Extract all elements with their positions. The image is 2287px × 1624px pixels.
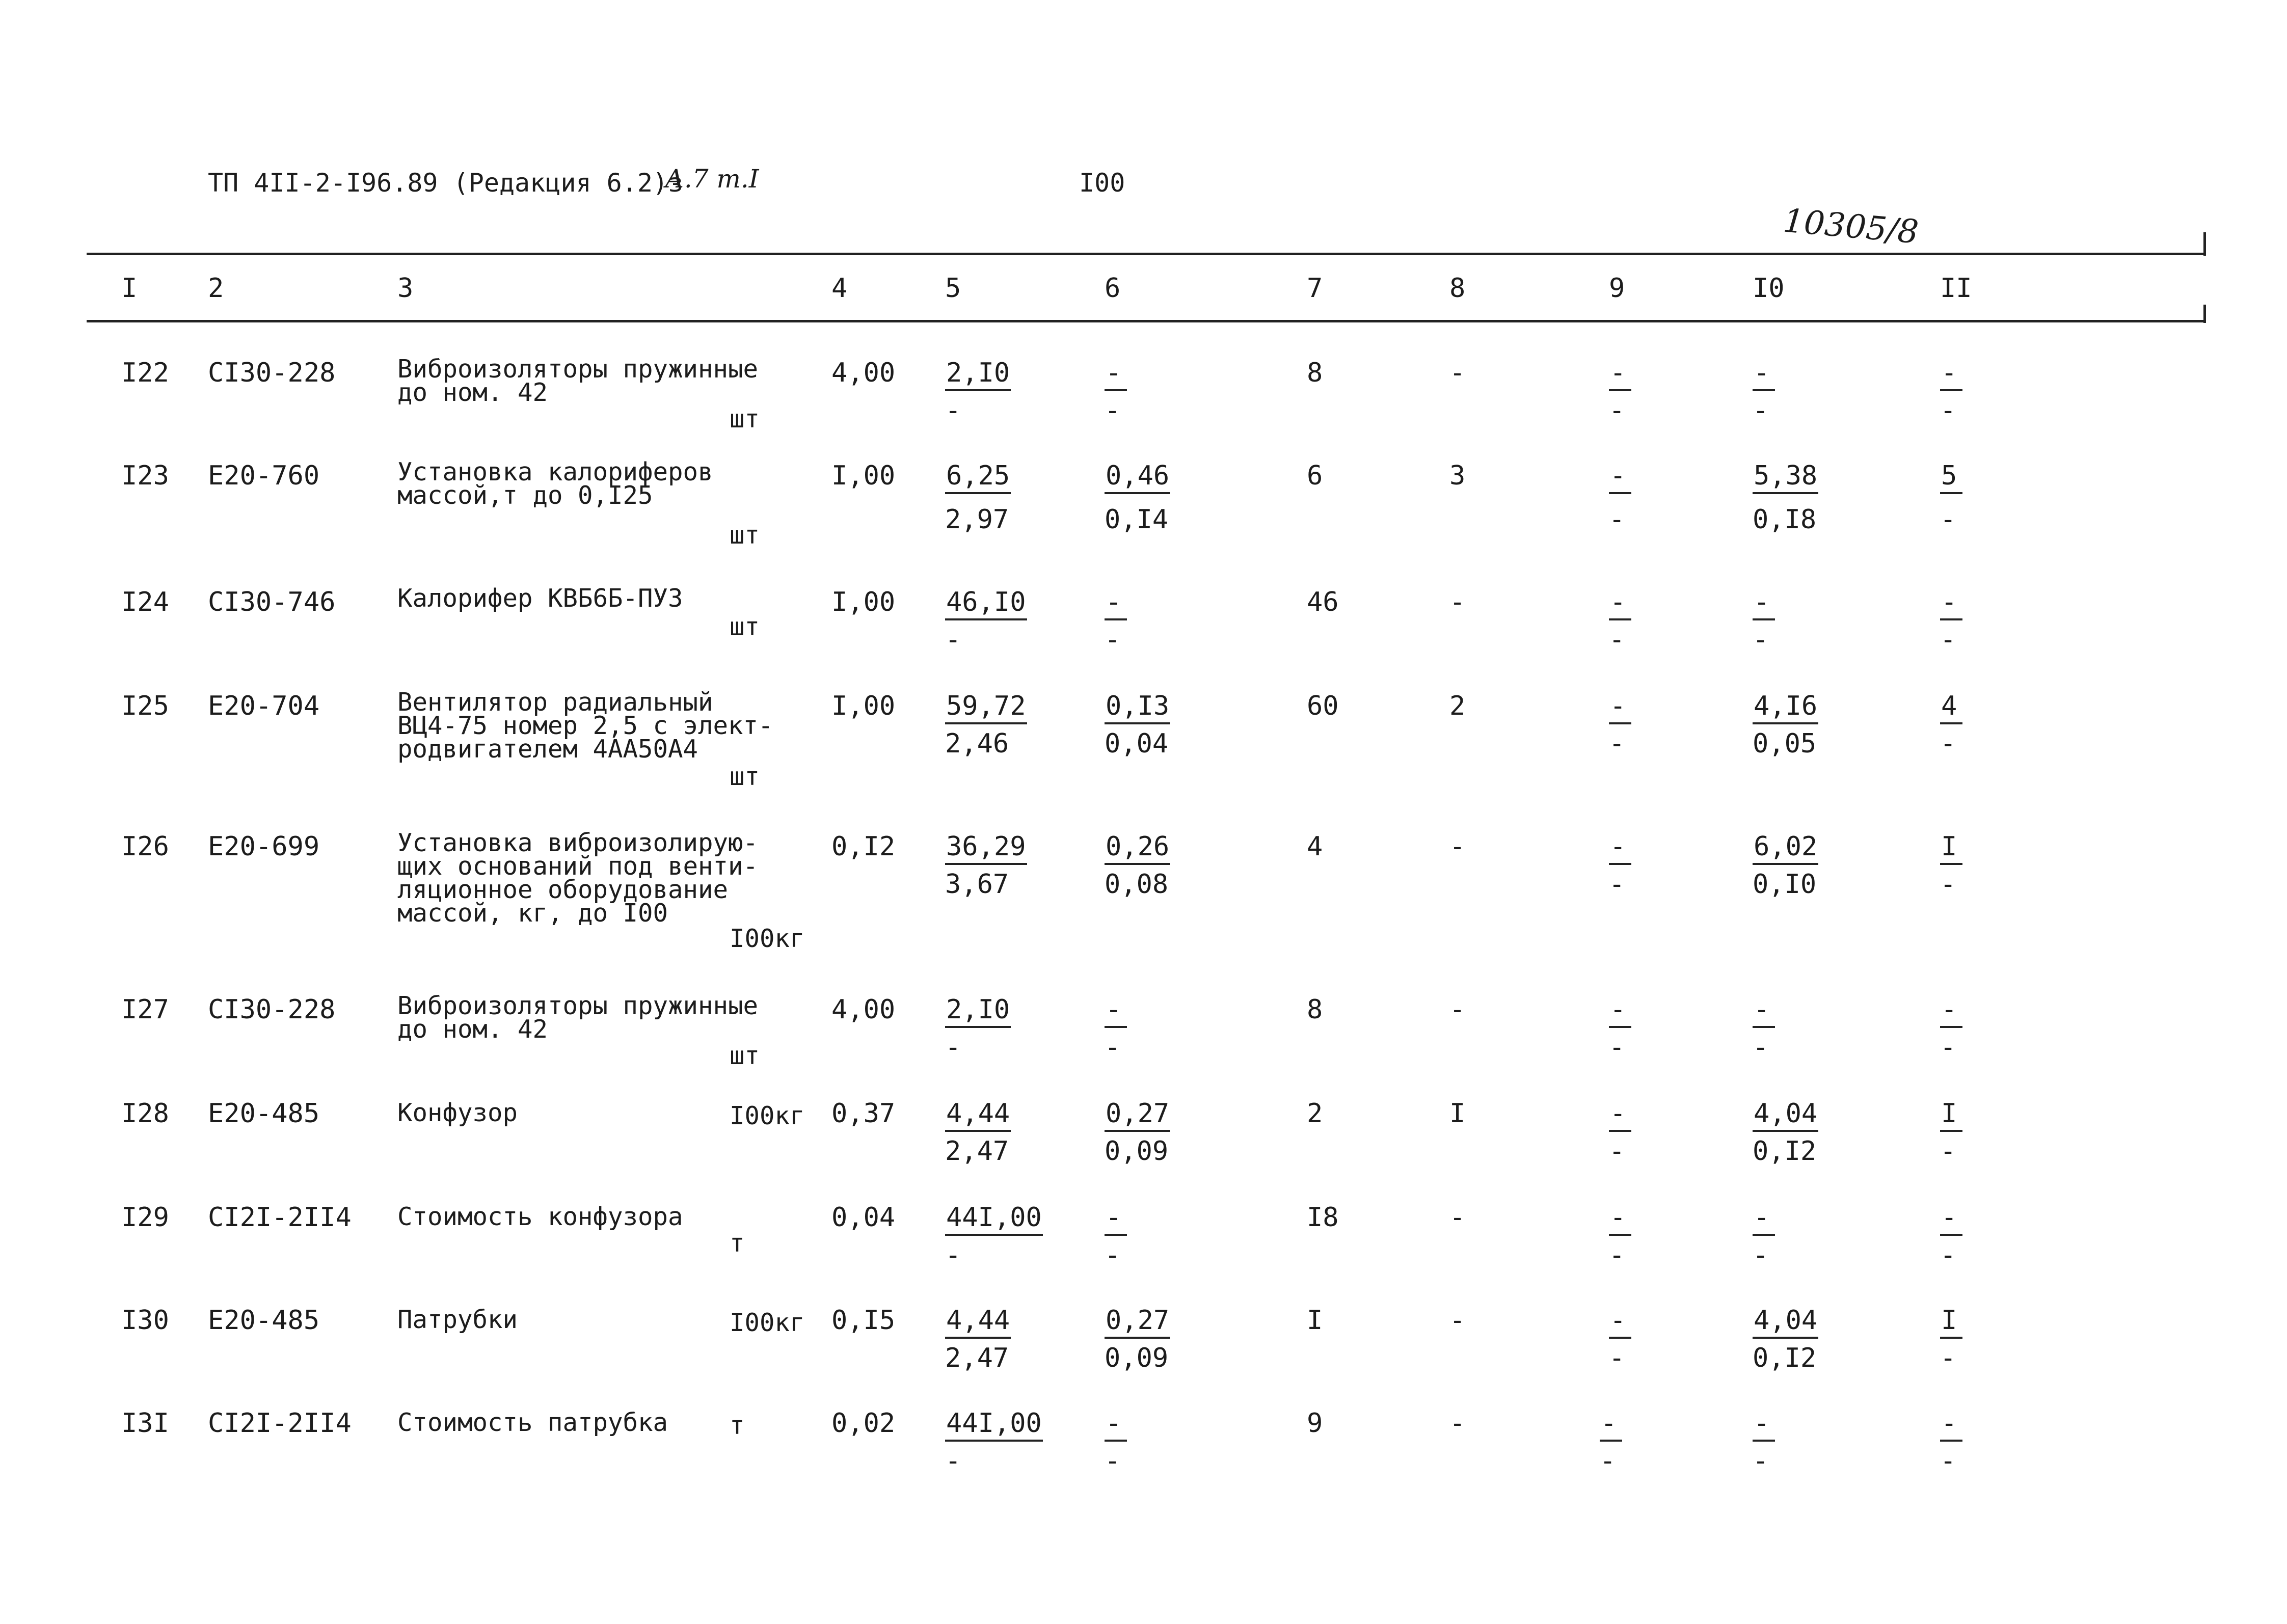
column-number-5: 5	[945, 273, 961, 304]
column-9-value: - -	[1609, 358, 1631, 426]
column-7-value: I8	[1307, 1202, 1339, 1233]
column-10-value: $\frac{4,04}{0,I2}$	[1753, 1098, 1818, 1167]
document-code: ТП 4II-2-I96.89 (Редакция 6.2)з	[208, 168, 684, 198]
column-5-value: 46,I0 -	[945, 587, 1026, 655]
column-number-9: 9	[1609, 273, 1625, 304]
row-number: I27	[121, 994, 169, 1025]
column-8-value: -	[1449, 587, 1466, 617]
column-11-value: I -	[1940, 831, 1962, 900]
column-6-value: - -	[1105, 1202, 1127, 1270]
column-10-value: - -	[1753, 1408, 1775, 1476]
unit-of-measure: шт	[730, 1041, 760, 1070]
column-10-value: $\frac{4,I6}{0,05}$	[1753, 691, 1818, 759]
column-11-value: - -	[1940, 994, 1962, 1063]
quantity: 0,02	[831, 1408, 896, 1439]
column-5-value: $\frac{6,25}{2,97}$	[945, 461, 1010, 535]
table-top-tick	[2203, 232, 2206, 256]
column-7-value: 2	[1307, 1098, 1323, 1129]
row-number: I22	[121, 358, 169, 388]
column-number-10: I0	[1753, 273, 1785, 304]
column-5-value: 44I,00 -	[945, 1202, 1042, 1270]
column-6-value: $\frac{0,27}{0,09}$	[1105, 1305, 1170, 1373]
column-number-8: 8	[1449, 273, 1466, 304]
work-description: Стоимость патрубка	[397, 1408, 668, 1437]
column-8-value: -	[1449, 1305, 1466, 1336]
price-code: CI30-746	[208, 587, 336, 617]
column-8-value: 3	[1449, 461, 1466, 491]
quantity: 4,00	[831, 358, 896, 388]
column-9-value: - -	[1609, 1305, 1631, 1373]
quantity: 0,I5	[831, 1305, 896, 1336]
column-number-1: I	[121, 273, 138, 304]
column-10-value: - -	[1753, 994, 1775, 1063]
column-10-value: - -	[1753, 1202, 1775, 1270]
column-7-value: 8	[1307, 358, 1323, 388]
row-number: I3I	[121, 1408, 169, 1439]
column-9-value: - -	[1609, 831, 1631, 900]
column-7-value: 60	[1307, 691, 1339, 721]
work-description: Калорифер КВБ6Б-ПУЗ	[397, 584, 683, 613]
unit-of-measure: т	[730, 1411, 745, 1440]
column-9-value: - -	[1600, 1408, 1622, 1476]
row-number: I28	[121, 1098, 169, 1129]
column-number-7: 7	[1307, 273, 1323, 304]
column-5-value: $\frac{59,72}{2,46}$	[945, 691, 1026, 759]
quantity: I,00	[831, 691, 896, 721]
column-9-value: - -	[1609, 461, 1631, 535]
unit-of-measure: I00кг	[730, 1308, 805, 1337]
work-description: Установка калориферов массой,т до 0,I25	[397, 457, 713, 510]
column-7-value: 9	[1307, 1408, 1323, 1439]
column-7-value: 4	[1307, 831, 1323, 862]
column-5-value: 2,I0 -	[945, 994, 1010, 1063]
column-11-value: - -	[1940, 358, 1962, 426]
column-9-value: - -	[1609, 587, 1631, 655]
column-number-4: 4	[831, 273, 848, 304]
unit-of-measure: т	[730, 1229, 745, 1258]
column-number-2: 2	[208, 273, 224, 304]
table-top-rule	[87, 253, 2206, 255]
work-description: Стоимость конфузора	[397, 1202, 683, 1231]
column-11-value: - -	[1940, 1202, 1962, 1270]
work-description: Виброизоляторы пружинные до ном. 42	[397, 355, 759, 407]
column-6-value: $\frac{0,46}{0,I4}$	[1105, 461, 1170, 535]
column-8-value: -	[1449, 1408, 1466, 1439]
quantity: 0,04	[831, 1202, 896, 1233]
album-reference: А.7 т.I	[665, 164, 759, 194]
column-11-value: - -	[1940, 1408, 1962, 1476]
table-header-tick	[2203, 305, 2206, 323]
column-8-value: -	[1449, 831, 1466, 862]
price-code: E20-485	[208, 1305, 320, 1336]
column-5-value: 44I,00 -	[945, 1408, 1042, 1476]
work-description: Установка виброизолирую- щих оснований под венти- ляционное оборудование массой, кг, до I00	[397, 828, 759, 928]
work-description: Виброизоляторы пружинные до ном. 42	[397, 991, 759, 1044]
quantity: 0,I2	[831, 831, 896, 862]
column-6-value: - -	[1105, 358, 1127, 426]
column-10-value: $\frac{6,02}{0,I0}$	[1753, 831, 1818, 900]
column-11-value: I -	[1940, 1098, 1962, 1167]
unit-of-measure: шт	[730, 762, 760, 791]
quantity: 4,00	[831, 994, 896, 1025]
row-number: I24	[121, 587, 169, 617]
quantity: I,00	[831, 461, 896, 491]
column-7-value: 46	[1307, 587, 1339, 617]
column-8-value: -	[1449, 1202, 1466, 1233]
column-6-value: $\frac{0,26}{0,08}$	[1105, 831, 1170, 900]
column-6-value: - -	[1105, 994, 1127, 1063]
column-5-value: $\frac{4,44}{2,47}$	[945, 1098, 1010, 1167]
column-6-value: - -	[1105, 587, 1127, 655]
column-11-value: 5 -	[1940, 461, 1962, 535]
column-6-value: $\frac{0,27}{0,09}$	[1105, 1098, 1170, 1167]
price-code: E20-704	[208, 691, 320, 721]
quantity: I,00	[831, 587, 896, 617]
sheet-stamp: 10305/8	[1782, 202, 1920, 252]
column-8-value: I	[1449, 1098, 1466, 1129]
column-6-value: - -	[1105, 1408, 1127, 1476]
column-7-value: 8	[1307, 994, 1323, 1025]
work-description: Конфузор	[397, 1098, 518, 1127]
column-9-value: - -	[1609, 994, 1631, 1063]
row-number: I26	[121, 831, 169, 862]
page-number: I00	[1079, 168, 1125, 198]
column-7-value: I	[1307, 1305, 1323, 1336]
column-9-value: - -	[1609, 1202, 1631, 1270]
column-9-value: - -	[1609, 1098, 1631, 1167]
price-code: E20-699	[208, 831, 320, 862]
column-8-value: -	[1449, 358, 1466, 388]
price-code: E20-485	[208, 1098, 320, 1129]
table-header-rule	[87, 320, 2206, 322]
unit-of-measure: шт	[730, 404, 760, 434]
column-7-value: 6	[1307, 461, 1323, 491]
row-number: I29	[121, 1202, 169, 1233]
column-5-value: 2,I0 -	[945, 358, 1010, 426]
price-code: CI30-228	[208, 358, 336, 388]
column-10-value: - -	[1753, 587, 1775, 655]
column-9-value: - -	[1609, 691, 1631, 759]
column-10-value: $\frac{4,04}{0,I2}$	[1753, 1305, 1818, 1373]
column-5-value: $\frac{36,29}{3,67}$	[945, 831, 1026, 900]
unit-of-measure: I00кг	[730, 924, 805, 953]
column-11-value: I -	[1940, 1305, 1962, 1373]
row-number: I23	[121, 461, 169, 491]
column-10-value: $\frac{5,38}{0,I8}$	[1753, 461, 1818, 535]
price-code: CI2I-2II4	[208, 1408, 352, 1439]
unit-of-measure: шт	[730, 521, 760, 550]
work-description: Вентилятор радиальный ВЦ4-75 номер 2,5 с элект- родвигателем 4АА50А4	[397, 688, 773, 764]
column-11-value: - -	[1940, 587, 1962, 655]
column-8-value: -	[1449, 994, 1466, 1025]
column-5-value: $\frac{4,44}{2,47}$	[945, 1305, 1010, 1373]
unit-of-measure: I00кг	[730, 1101, 805, 1130]
column-number-11: II	[1940, 273, 1972, 304]
column-11-value: 4 -	[1940, 691, 1962, 759]
price-code: E20-760	[208, 461, 320, 491]
row-number: I25	[121, 691, 169, 721]
column-8-value: 2	[1449, 691, 1466, 721]
column-6-value: $\frac{0,I3}{0,04}$	[1105, 691, 1170, 759]
unit-of-measure: шт	[730, 612, 760, 641]
column-10-value: - -	[1753, 358, 1775, 426]
row-number: I30	[121, 1305, 169, 1336]
quantity: 0,37	[831, 1098, 896, 1129]
price-code: CI30-228	[208, 994, 336, 1025]
column-number-3: 3	[397, 273, 414, 304]
work-description: Патрубки	[397, 1305, 518, 1334]
price-code: CI2I-2II4	[208, 1202, 352, 1233]
column-number-6: 6	[1105, 273, 1121, 304]
